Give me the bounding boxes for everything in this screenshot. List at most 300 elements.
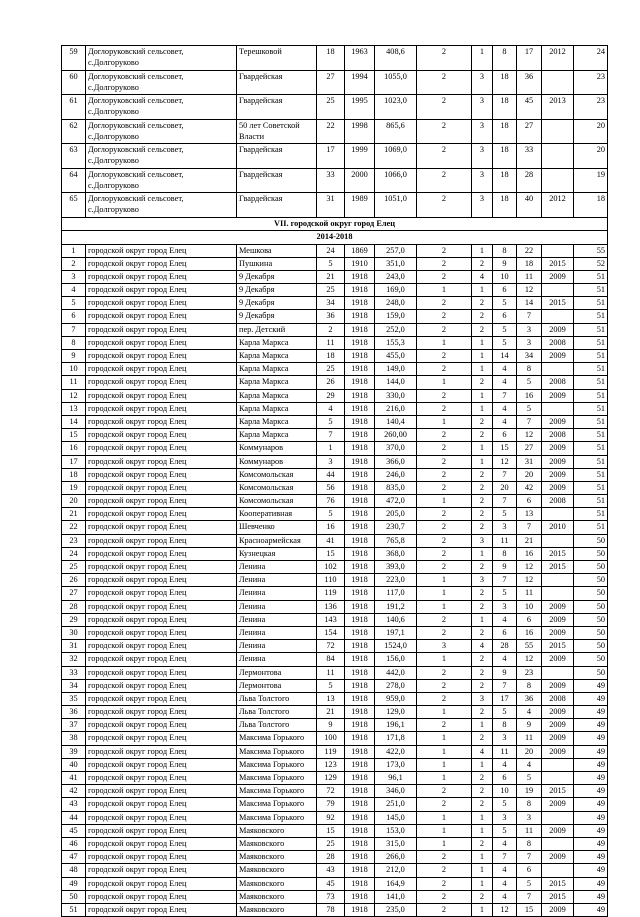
- table-cell: городской округ город Елец: [86, 561, 237, 574]
- table-cell: 346,0: [375, 785, 417, 798]
- table-cell: 28: [517, 168, 542, 193]
- table-cell: 4: [493, 415, 517, 428]
- table-cell: 1918: [345, 613, 375, 626]
- table-row: [62, 144, 608, 169]
- table-cell: 136: [317, 600, 345, 613]
- table-cell: 1918: [345, 640, 375, 653]
- table-cell: 12: [493, 903, 517, 916]
- table-cell: 1: [472, 903, 493, 916]
- table-cell: 11: [493, 745, 517, 758]
- table-cell: 51: [574, 481, 608, 494]
- table-cell: 2: [417, 692, 472, 705]
- table-cell: 43: [317, 864, 345, 877]
- table-cell: 2: [417, 95, 472, 120]
- table-cell: 4: [493, 653, 517, 666]
- table-cell: городской округ город Елец: [86, 600, 237, 613]
- table-cell: 2: [417, 297, 472, 310]
- table-cell: 51: [574, 297, 608, 310]
- table-cell: 1: [472, 363, 493, 376]
- table-cell: 1918: [345, 798, 375, 811]
- table-cell: [542, 574, 574, 587]
- table-cell: Ленина: [237, 574, 317, 587]
- table-cell: 1: [417, 732, 472, 745]
- table-row: [62, 350, 608, 363]
- table-cell: 24: [574, 46, 608, 71]
- table-cell: 6: [493, 626, 517, 639]
- table-cell: 2: [417, 363, 472, 376]
- table-cell: 1918: [345, 561, 375, 574]
- table-row: [62, 626, 608, 639]
- table-cell: 2009: [542, 389, 574, 402]
- table-cell: 65: [62, 193, 86, 218]
- table-cell: 1918: [345, 877, 375, 890]
- table-cell: 2: [472, 732, 493, 745]
- table-cell: 1: [417, 284, 472, 297]
- table-cell: 19: [517, 785, 542, 798]
- table-cell: 2: [417, 244, 472, 257]
- table-cell: городской округ город Елец: [86, 666, 237, 679]
- table-cell: 5: [517, 376, 542, 389]
- table-cell: 51: [62, 903, 86, 916]
- table-cell: 1918: [345, 270, 375, 283]
- table-cell: 1: [417, 574, 472, 587]
- table-cell: 1995: [345, 95, 375, 120]
- table-row: [62, 495, 608, 508]
- table-cell: 10: [493, 270, 517, 283]
- table-cell: 51: [574, 376, 608, 389]
- table-cell: 2: [417, 323, 472, 336]
- table-cell: 25: [317, 363, 345, 376]
- table-cell: Маяковского: [237, 903, 317, 916]
- table-row: [62, 168, 608, 193]
- table-cell: Ленина: [237, 626, 317, 639]
- table-cell: 23: [574, 95, 608, 120]
- table-cell: 129,0: [375, 706, 417, 719]
- table-cell: 32: [62, 653, 86, 666]
- table-cell: 2009: [542, 600, 574, 613]
- table-cell: 51: [574, 468, 608, 481]
- table-cell: 51: [574, 389, 608, 402]
- table-cell: 2015: [542, 547, 574, 560]
- table-cell: 2: [417, 679, 472, 692]
- table-cell: 2000: [345, 168, 375, 193]
- table-cell: 5: [493, 706, 517, 719]
- table-cell: 119: [317, 587, 345, 600]
- table-cell: Карла Маркса: [237, 376, 317, 389]
- table-cell: 50: [574, 640, 608, 653]
- table-cell: Коммунаров: [237, 442, 317, 455]
- table-cell: 1: [472, 244, 493, 257]
- table-cell: 49: [574, 679, 608, 692]
- table-cell: 7: [493, 679, 517, 692]
- table-cell: Гвардейская: [237, 193, 317, 218]
- table-cell: 20: [517, 468, 542, 481]
- table-cell: 4: [493, 376, 517, 389]
- table-cell: 3: [517, 811, 542, 824]
- table-cell: городской округ город Елец: [86, 270, 237, 283]
- table-row: [62, 193, 608, 218]
- table-cell: 10: [62, 363, 86, 376]
- table-cell: 49: [574, 785, 608, 798]
- table-row: [62, 785, 608, 798]
- table-cell: 23: [517, 666, 542, 679]
- table-cell: 2012: [542, 193, 574, 218]
- table-cell: 3: [493, 521, 517, 534]
- table-cell: Карла Маркса: [237, 350, 317, 363]
- table-cell: 22: [317, 119, 345, 144]
- table-cell: 7: [493, 389, 517, 402]
- table-cell: 50: [574, 587, 608, 600]
- table-row: [62, 798, 608, 811]
- table-cell: 4: [62, 284, 86, 297]
- table-cell: 1918: [345, 402, 375, 415]
- table-cell: 1: [417, 587, 472, 600]
- table-row: [62, 864, 608, 877]
- table-cell: 1: [472, 811, 493, 824]
- table-cell: Кузнецкая: [237, 547, 317, 560]
- table-cell: 2015: [542, 561, 574, 574]
- table-cell: 959,0: [375, 692, 417, 705]
- table-cell: городской округ город Елец: [86, 284, 237, 297]
- table-cell: 2009: [542, 442, 574, 455]
- table-cell: городской округ город Елец: [86, 574, 237, 587]
- table-cell: городской округ город Елец: [86, 495, 237, 508]
- table-row: [62, 468, 608, 481]
- table-cell: Лермонтова: [237, 679, 317, 692]
- table-cell: Карла Маркса: [237, 415, 317, 428]
- table-cell: 17: [317, 144, 345, 169]
- table-cell: городской округ город Елец: [86, 890, 237, 903]
- table-cell: Максима Горького: [237, 732, 317, 745]
- table-cell: 1: [472, 851, 493, 864]
- table-cell: 44: [62, 811, 86, 824]
- table-cell: 51: [574, 415, 608, 428]
- section-title-row: [62, 217, 608, 231]
- table-cell: 51: [574, 270, 608, 283]
- table-row: [62, 851, 608, 864]
- table-row: [62, 890, 608, 903]
- table-cell: [542, 758, 574, 771]
- table-cell: городской округ город Елец: [86, 547, 237, 560]
- table-cell: 96,1: [375, 772, 417, 785]
- table-cell: 252,0: [375, 323, 417, 336]
- table-cell: 1918: [345, 864, 375, 877]
- table-cell: [542, 70, 574, 95]
- table-cell: Доглоруковский сельсовет, с.Долгоруково: [86, 46, 237, 71]
- table-cell: 1918: [345, 903, 375, 916]
- table-cell: 73: [317, 890, 345, 903]
- table-cell: городской округ город Елец: [86, 481, 237, 494]
- table-cell: 2015: [542, 257, 574, 270]
- table-cell: 260,00: [375, 429, 417, 442]
- table-cell: 865,6: [375, 119, 417, 144]
- table-cell: Кооперативная: [237, 508, 317, 521]
- table-cell: 2: [417, 877, 472, 890]
- table-row: [62, 600, 608, 613]
- table-row: [62, 402, 608, 415]
- table-cell: городской округ город Елец: [86, 521, 237, 534]
- table-cell: 1: [417, 824, 472, 837]
- table-cell: 3: [472, 534, 493, 547]
- table-cell: 1963: [345, 46, 375, 71]
- table-cell: 1: [417, 495, 472, 508]
- table-cell: 2: [472, 561, 493, 574]
- table-row: [62, 363, 608, 376]
- table-cell: 5: [517, 772, 542, 785]
- table-cell: 2: [417, 46, 472, 71]
- table-cell: 35: [62, 692, 86, 705]
- table-cell: 9: [62, 350, 86, 363]
- table-row: [62, 521, 608, 534]
- table-row: [62, 745, 608, 758]
- table-cell: 11: [317, 666, 345, 679]
- table-cell: пер. Детский: [237, 323, 317, 336]
- table-row: [62, 772, 608, 785]
- table-cell: 3: [472, 70, 493, 95]
- table-row: [62, 666, 608, 679]
- table-cell: Шевченко: [237, 521, 317, 534]
- table-cell: [542, 864, 574, 877]
- table-cell: 3: [517, 323, 542, 336]
- table-cell: 18: [517, 257, 542, 270]
- table-cell: 2: [472, 890, 493, 903]
- table-cell: 15: [517, 903, 542, 916]
- table-cell: 49: [574, 706, 608, 719]
- table-cell: 2: [472, 798, 493, 811]
- table-cell: 18: [493, 193, 517, 218]
- table-cell: 3: [62, 270, 86, 283]
- table-cell: 55: [517, 640, 542, 653]
- table-cell: 8: [517, 679, 542, 692]
- table-cell: 266,0: [375, 851, 417, 864]
- table-cell: 62: [62, 119, 86, 144]
- table-cell: 171,8: [375, 732, 417, 745]
- table-cell: 351,0: [375, 257, 417, 270]
- table-cell: городской округ город Елец: [86, 706, 237, 719]
- table-cell: 6: [493, 284, 517, 297]
- table-cell: Максима Горького: [237, 745, 317, 758]
- table-cell: городской округ город Елец: [86, 824, 237, 837]
- table-cell: 76: [317, 495, 345, 508]
- table-cell: 1: [317, 442, 345, 455]
- table-cell: 37: [62, 719, 86, 732]
- table-cell: 155,3: [375, 336, 417, 349]
- table-cell: 117,0: [375, 587, 417, 600]
- table-row: [62, 376, 608, 389]
- table-cell: 39: [62, 745, 86, 758]
- table-cell: 2009: [542, 350, 574, 363]
- table-cell: городской округ город Елец: [86, 758, 237, 771]
- table-cell: 51: [574, 508, 608, 521]
- table-cell: 2: [417, 389, 472, 402]
- table-cell: Ленина: [237, 640, 317, 653]
- table-cell: 9: [493, 666, 517, 679]
- table-cell: 2: [472, 653, 493, 666]
- table-cell: 2009: [542, 719, 574, 732]
- table-cell: 2008: [542, 336, 574, 349]
- table-cell: 2: [417, 442, 472, 455]
- table-cell: 36: [62, 706, 86, 719]
- table-cell: 1066,0: [375, 168, 417, 193]
- table-cell: 49: [574, 837, 608, 850]
- table-cell: Карла Маркса: [237, 429, 317, 442]
- table-cell: Гвардейская: [237, 168, 317, 193]
- table-row: [62, 640, 608, 653]
- table-cell: 2: [472, 468, 493, 481]
- table-cell: 20: [517, 745, 542, 758]
- table-cell: 36: [517, 692, 542, 705]
- table-row: [62, 547, 608, 560]
- table-cell: 5: [493, 798, 517, 811]
- table-cell: 1: [417, 653, 472, 666]
- table-cell: 48: [62, 864, 86, 877]
- table-cell: 1: [472, 547, 493, 560]
- table-cell: 20: [493, 481, 517, 494]
- table-cell: 1918: [345, 653, 375, 666]
- table-cell: 1: [472, 455, 493, 468]
- table-cell: 4: [493, 613, 517, 626]
- table-cell: 51: [574, 455, 608, 468]
- table-cell: 3: [417, 640, 472, 653]
- table-cell: 1918: [345, 415, 375, 428]
- table-cell: 2: [417, 468, 472, 481]
- table-cell: 6: [517, 495, 542, 508]
- table-cell: [542, 168, 574, 193]
- table-cell: 7: [517, 521, 542, 534]
- table-cell: 3: [493, 811, 517, 824]
- table-cell: 5: [317, 257, 345, 270]
- table-cell: Доглоруковский сельсовет, с.Долгоруково: [86, 168, 237, 193]
- table-cell: городской округ город Елец: [86, 534, 237, 547]
- table-cell: 19: [574, 168, 608, 193]
- table-row: [62, 508, 608, 521]
- table-cell: 2: [472, 429, 493, 442]
- table-cell: Маяковского: [237, 864, 317, 877]
- table-cell: [542, 402, 574, 415]
- table-cell: 1918: [345, 837, 375, 850]
- table-cell: городской округ город Елец: [86, 350, 237, 363]
- table-cell: 49: [574, 758, 608, 771]
- table-cell: 1: [417, 600, 472, 613]
- table-row: [62, 758, 608, 771]
- table-cell: 2009: [542, 798, 574, 811]
- table-cell: 18: [493, 168, 517, 193]
- table-cell: 3: [472, 193, 493, 218]
- table-cell: 45: [517, 95, 542, 120]
- table-cell: городской округ город Елец: [86, 336, 237, 349]
- table-row: [62, 323, 608, 336]
- table-cell: Доглоруковский сельсовет, с.Долгоруково: [86, 144, 237, 169]
- table-cell: 1918: [345, 323, 375, 336]
- table-cell: 2: [417, 350, 472, 363]
- table-cell: 11: [517, 732, 542, 745]
- table-cell: 6: [493, 772, 517, 785]
- table-cell: 31: [317, 193, 345, 218]
- table-cell: городской округ город Елец: [86, 297, 237, 310]
- table-cell: городской округ город Елец: [86, 745, 237, 758]
- table-cell: 18: [317, 46, 345, 71]
- table-cell: 1918: [345, 666, 375, 679]
- table-cell: 1998: [345, 119, 375, 144]
- table-cell: 34: [517, 350, 542, 363]
- table-cell: [542, 587, 574, 600]
- table-cell: 4: [493, 837, 517, 850]
- table-row: [62, 653, 608, 666]
- table-cell: 2: [472, 508, 493, 521]
- table-cell: 2: [417, 310, 472, 323]
- table-cell: 27: [317, 70, 345, 95]
- table-cell: 50: [574, 600, 608, 613]
- table-cell: 4: [517, 758, 542, 771]
- table-cell: 2: [472, 666, 493, 679]
- table-cell: 49: [574, 811, 608, 824]
- table-cell: 835,0: [375, 481, 417, 494]
- table-cell: городской округ город Елец: [86, 692, 237, 705]
- table-cell: 18: [493, 95, 517, 120]
- table-cell: городской округ город Елец: [86, 455, 237, 468]
- table-cell: 119: [317, 745, 345, 758]
- table-cell: 191,2: [375, 600, 417, 613]
- table-cell: 2: [417, 429, 472, 442]
- table-cell: [542, 811, 574, 824]
- table-cell: 2: [417, 481, 472, 494]
- table-cell: 49: [574, 824, 608, 837]
- table-cell: 7: [493, 468, 517, 481]
- table-cell: 6: [493, 310, 517, 323]
- table-cell: 2: [472, 297, 493, 310]
- table-cell: 4: [493, 363, 517, 376]
- table-cell: 50: [574, 653, 608, 666]
- table-cell: 22: [62, 521, 86, 534]
- table-cell: 20: [574, 144, 608, 169]
- table-cell: 45: [62, 824, 86, 837]
- table-cell: [542, 534, 574, 547]
- table-body: [62, 46, 608, 917]
- table-cell: 102: [317, 561, 345, 574]
- table-cell: 2009: [542, 732, 574, 745]
- table-cell: 1: [472, 336, 493, 349]
- table-cell: 1918: [345, 297, 375, 310]
- table-cell: 1918: [345, 785, 375, 798]
- table-row: [62, 70, 608, 95]
- table-row: [62, 46, 608, 71]
- table-cell: 51: [574, 521, 608, 534]
- table-cell: 51: [574, 429, 608, 442]
- table-cell: 5: [317, 679, 345, 692]
- table-cell: 2010: [542, 521, 574, 534]
- table-cell: 2: [417, 851, 472, 864]
- table-cell: 235,0: [375, 903, 417, 916]
- table-cell: 2: [472, 587, 493, 600]
- table-cell: 7: [493, 574, 517, 587]
- table-cell: 2009: [542, 415, 574, 428]
- table-cell: Максима Горького: [237, 785, 317, 798]
- table-cell: 2: [417, 70, 472, 95]
- table-row: [62, 455, 608, 468]
- table-cell: 393,0: [375, 561, 417, 574]
- table-cell: 9: [493, 561, 517, 574]
- table-cell: 11: [517, 824, 542, 837]
- table-cell: 5: [493, 336, 517, 349]
- table-cell: 1918: [345, 495, 375, 508]
- table-cell: 14: [62, 415, 86, 428]
- table-cell: городской округ город Елец: [86, 772, 237, 785]
- table-cell: 61: [62, 95, 86, 120]
- table-cell: 2015: [542, 877, 574, 890]
- table-cell: 2009: [542, 626, 574, 639]
- table-cell: 1910: [345, 257, 375, 270]
- table-row: [62, 297, 608, 310]
